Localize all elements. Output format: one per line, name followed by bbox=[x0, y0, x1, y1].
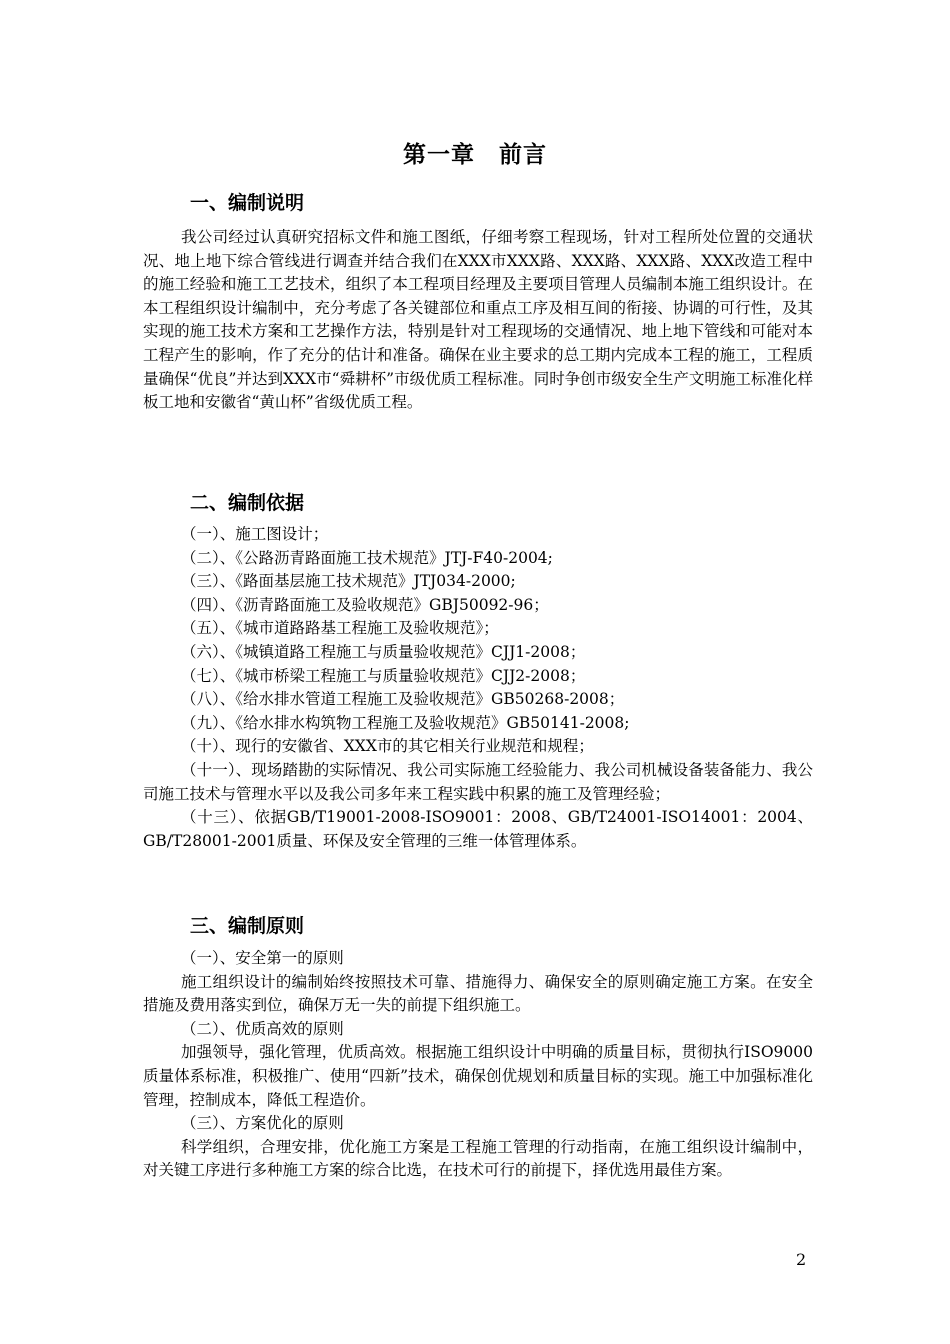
list-item: （二）、《公路沥青路面施工技术规范》JTJ-F40-2004; bbox=[181, 548, 553, 567]
list-item: （七）、《城市桥梁工程施工与质量验收规范》CJJ2-2008； bbox=[181, 666, 586, 685]
section-heading-3: 三、编制原则 bbox=[190, 915, 305, 937]
principle-text: 加强领导，强化管理，优质高效。根据施工组织设计中明确的质量目标，贯彻执行ISO9000质量体系标准，积极推广、使用“四新”技术，确保创优规划和质量目标的实现。施工中加强标准化管理，控制成本，降低工程造价。 bbox=[143, 1043, 813, 1109]
principles-block bbox=[143, 947, 813, 1183]
section-heading-1: 一、编制说明 bbox=[190, 192, 305, 214]
list-item: （十一）、现场踏勘的实际情况、我公司实际施工经验能力、我公司机械设备装备能力、我公司施工技术与管理水平以及我公司多年来工程实践中积累的施工及管理经验； bbox=[143, 760, 813, 803]
basis-list bbox=[143, 523, 813, 853]
principle-title: （一）、安全第一的原则 bbox=[181, 949, 344, 967]
page-number: 2 bbox=[796, 1250, 807, 1269]
section-1-paragraph: 我公司经过认真研究招标文件和施工图纸，仔细考察工程现场，针对工程所处位置的交通状况、地上地下综合管线进行调查并结合我们在XXX市XXX路、XXX路、XXX路、XXX改造工程中的施工经验和施工工艺技术，组织了本工程项目经理及主要项目管理人员编制本施工组织设计。在本工程组织设计编制中，充分考虑了各关键部位和重点工序及相互间的衔接、协调的可行性，及其实现的施工技术方案和工艺操作方法，特别是针对工程现场的交通情况、地上地下管线和可能对本工程产生的影响，作了充分的估计和准备。确保在业主要求的总工期内完成本工程的施工，工程质量确保“优良”并达到XXX市“舜耕杯”市级优质工程标准。同时争创市级安全生产文明施工标准化样板工地和安徽省“黄山杯”省级优质工程。 bbox=[143, 228, 813, 412]
list-item: （九）、《给水排水构筑物工程施工及验收规范》GB50141-2008; bbox=[181, 713, 630, 732]
list-item: （四）、《沥青路面施工及验收规范》GBJ50092-96； bbox=[181, 595, 549, 614]
list-item: （三）、《路面基层施工技术规范》JTJ034-2000; bbox=[181, 572, 516, 591]
list-item: （十）、现行的安徽省、XXX市的其它相关行业规范和规程； bbox=[181, 737, 594, 756]
principle-title: （三）、方案优化的原则 bbox=[181, 1114, 344, 1133]
principle-title: （二）、优质高效的原则 bbox=[181, 1019, 344, 1038]
principle-text: 科学组织，合理安排，优化施工方案是工程施工管理的行动指南，在施工组织设计编制中，对关键工序进行多种施工方案的综合比选，在技术可行的前提下，择优选用最佳方案。 bbox=[143, 1137, 813, 1180]
principle-text: 施工组织设计的编制始终按照技术可靠、措施得力、确保安全的原则确定施工方案。在安全措施及费用落实到位，确保万无一失的前提下组织施工。 bbox=[143, 972, 813, 1015]
chapter-title: 第一章 前言 bbox=[403, 142, 547, 168]
list-item: （五）、《城市道路路基工程施工及验收规范》； bbox=[181, 619, 499, 638]
list-item: （六）、《城镇道路工程施工与质量验收规范》CJJ1-2008； bbox=[181, 642, 586, 661]
section-heading-2: 二、编制依据 bbox=[190, 492, 305, 514]
list-item: （八）、《给水排水管道工程施工及验收规范》GB50268-2008； bbox=[181, 690, 625, 709]
list-item: （十三）、依据GB/T19001-2008-ISO9001：2008、GB/T24001-ISO14001：2004、GB/T28001-2001质量、环保及安全管理的三维一体管理体系。 bbox=[143, 808, 813, 850]
list-item: （一）、施工图设计； bbox=[181, 525, 329, 543]
